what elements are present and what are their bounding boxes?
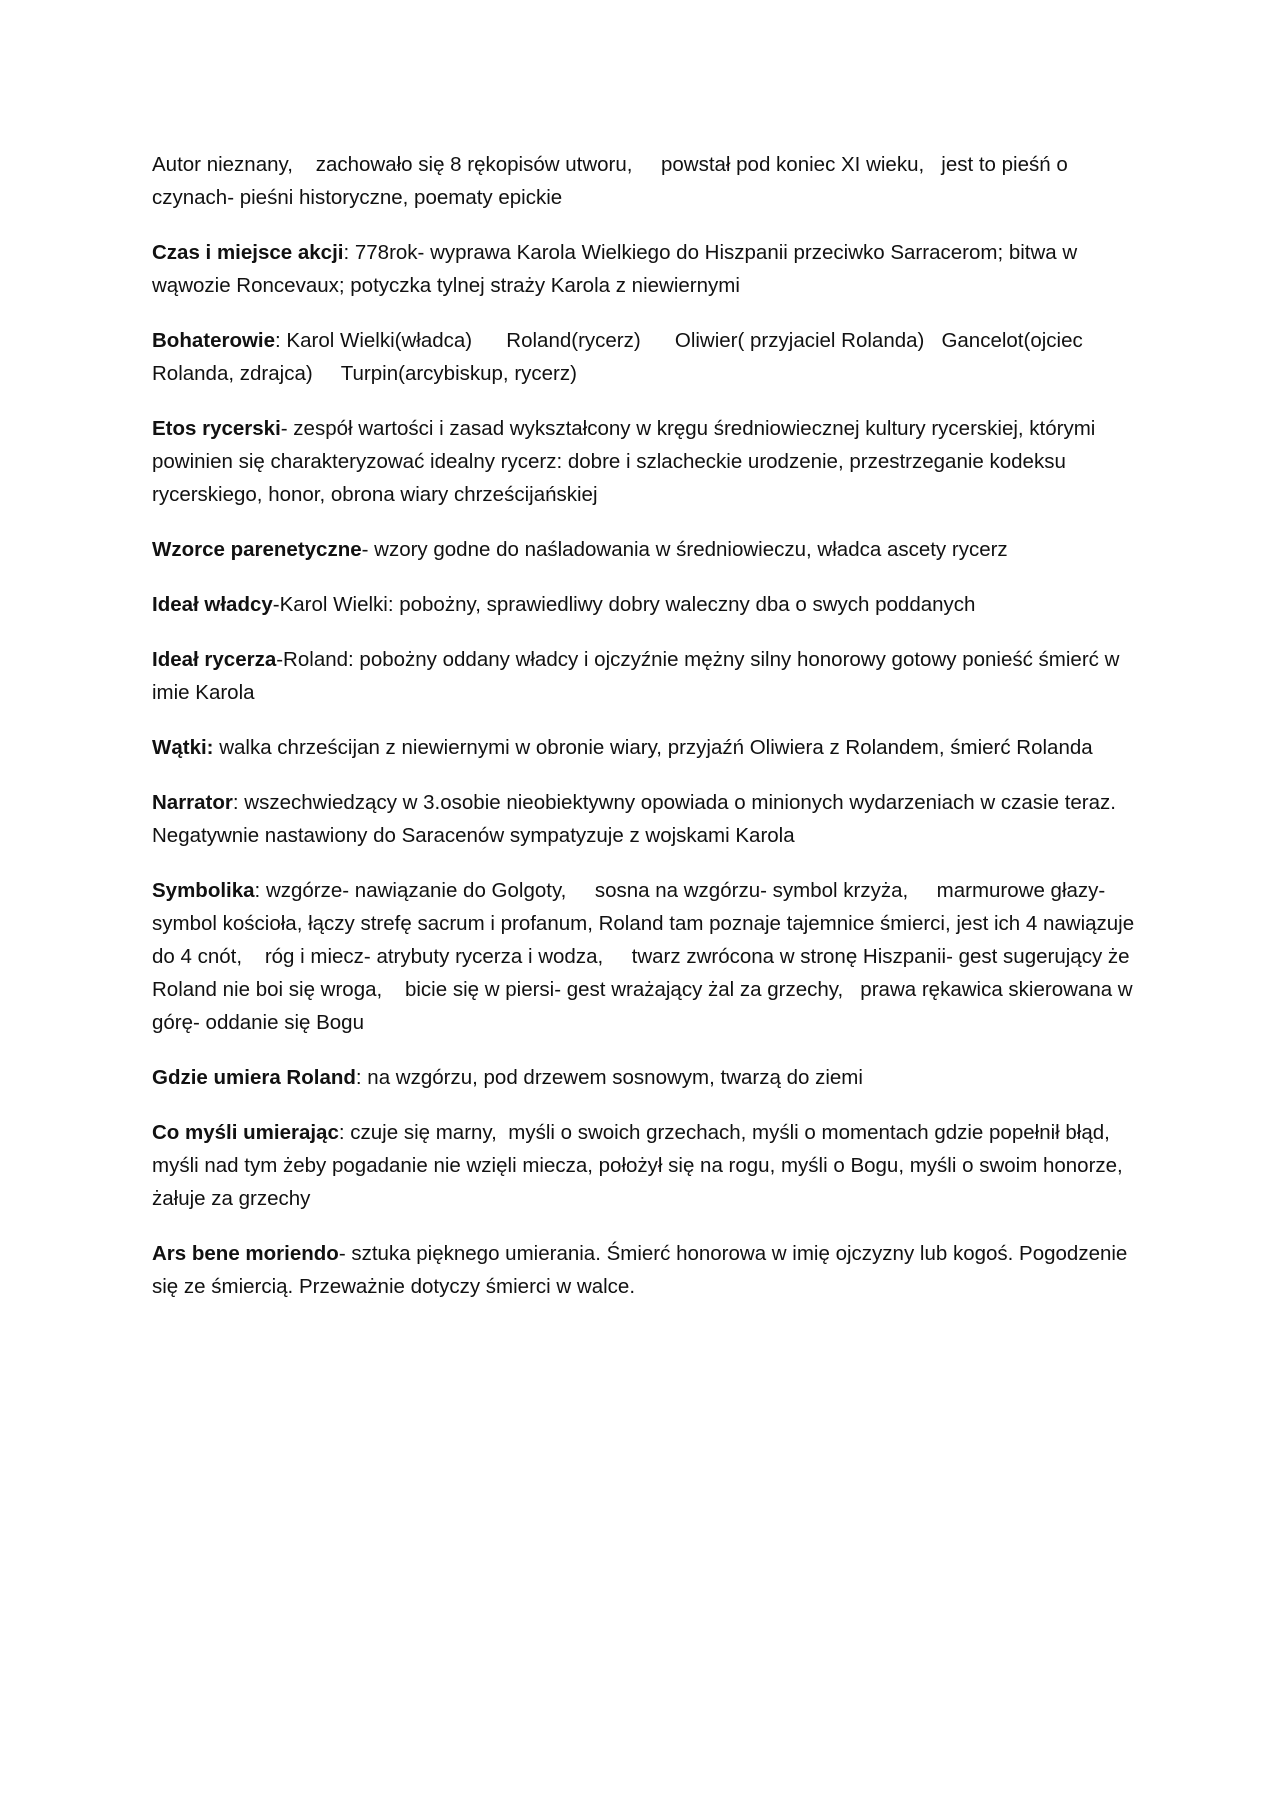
paragraph-author xyxy=(152,148,1142,214)
paragraph-ideal-ruler xyxy=(152,588,1142,621)
paragraph-term: Ars bene moriendo xyxy=(152,1242,339,1265)
paragraph-ideal-knight xyxy=(152,643,1142,709)
paragraph-text: - sztuka pięknego umierania. Śmierć honorowa w imię ojczyzny lub kogoś. Pogodzenie się ze śmiercią. Przeważnie dotyczy śmierci w walce. xyxy=(152,1242,1134,1298)
paragraph-symbolism xyxy=(152,874,1142,1039)
paragraph-text: Autor nieznany, zachowało się 8 rękopisów utworu, powstał pod koniec XI wieku, jest to pieśń o czynach- pieśni historyczne, poematy epickie xyxy=(152,153,1074,209)
paragraph-term: Etos rycerski xyxy=(152,417,281,440)
paragraph-term: Bohaterowie xyxy=(152,329,276,352)
paragraph-term: Ideał rycerza xyxy=(152,648,277,671)
paragraph-knight-ethos xyxy=(152,412,1142,511)
paragraph-death-place xyxy=(152,1061,1142,1094)
paragraph-text: : czuje się marny, myśli o swoich grzechach, myśli o momentach gdzie popełnił błąd, myśli nad tym żeby pogadanie nie wzięli miecza, położył się na rogu, myśli o Bogu, myśli o swoim honorze, żałuje za grzechy xyxy=(152,1121,1129,1210)
paragraph-text: : na wzgórzu, pod drzewem sosnowym, twarzą do ziemi xyxy=(355,1066,863,1089)
paragraph-time-place xyxy=(152,236,1142,302)
paragraph-term: Narrator xyxy=(152,791,233,814)
paragraph-term: Co myśli umierając xyxy=(152,1121,339,1144)
paragraph-term: Symbolika xyxy=(152,879,255,902)
paragraph-parenetic-models xyxy=(152,533,1142,566)
paragraph-text: - wzory godne do naśladowania w średniowieczu, władca ascety rycerz xyxy=(361,538,1008,561)
paragraph-text: : Karol Wielki(władca) Roland(rycerz) Oliwier( przyjaciel Rolanda) Gancelot(ojciec Rolanda, zdrajca) Turpin(arcybiskup, rycerz) xyxy=(152,329,1089,385)
paragraph-term: Wzorce parenetyczne xyxy=(152,538,362,561)
paragraph-heroes xyxy=(152,324,1142,390)
paragraph-text: : 778rok- wyprawa Karola Wielkiego do Hiszpanii przeciwko Sarracerom; bitwa w wąwozie Roncevaux; potyczka tylnej straży Karola z niewiernymi xyxy=(152,241,1083,297)
paragraph-text: : wszechwiedzący w 3.osobie nieobiektywny opowiada o minionych wydarzeniach w czasie teraz. Negatywnie nastawiony do Saracenów sympatyzuje z wojskami Karola xyxy=(152,791,1122,847)
paragraph-text: walka chrześcijan z niewiernymi w obronie wiary, przyjaźń Oliwiera z Rolandem, śmierć Rolanda xyxy=(213,736,1093,759)
paragraph-term: Czas i miejsce akcji xyxy=(152,241,344,264)
paragraph-text: -Karol Wielki: pobożny, sprawiedliwy dobry waleczny dba o swych poddanych xyxy=(272,593,976,616)
paragraph-term: Ideał władcy xyxy=(152,593,273,616)
paragraph-text: -Roland: pobożny oddany władcy i ojczyźnie mężny silny honorowy gotowy ponieść śmierć w imie Karola xyxy=(152,648,1126,704)
paragraph-text: : wzgórze- nawiązanie do Golgoty, sosna na wzgórzu- symbol krzyża, marmurowe głazy- symbol kościoła, łączy strefę sacrum i profanum, Roland tam poznaje tajemnice śmierci, jest ich 4 nawiązuje do 4 cnót, róg i miecz- atrybuty rycerza i wodza, twarz zwrócona w stronę Hiszpanii- gest sugerujący że Roland nie boi się wroga, bicie się w piersi- gest wrażający żal za grzechy, prawa rękawica skierowana w górę- oddanie się Bogu xyxy=(152,879,1140,1034)
paragraph-dying-thoughts xyxy=(152,1116,1142,1215)
paragraph-term: Gdzie umiera Roland xyxy=(152,1066,356,1089)
document-body xyxy=(152,148,1142,1325)
paragraph-term: Wątki: xyxy=(152,736,214,759)
paragraph-themes xyxy=(152,731,1142,764)
paragraph-ars-moriendi xyxy=(152,1237,1142,1303)
paragraph-narrator xyxy=(152,786,1142,852)
paragraph-text: - zespół wartości i zasad wykształcony w kręgu średniowiecznej kultury rycerskiej, którymi powinien się charakteryzować idealny rycerz: dobre i szlacheckie urodzenie, przestrzeganie kodeksu rycerskiego, honor, obrona wiary chrześcijańskiej xyxy=(152,417,1102,506)
